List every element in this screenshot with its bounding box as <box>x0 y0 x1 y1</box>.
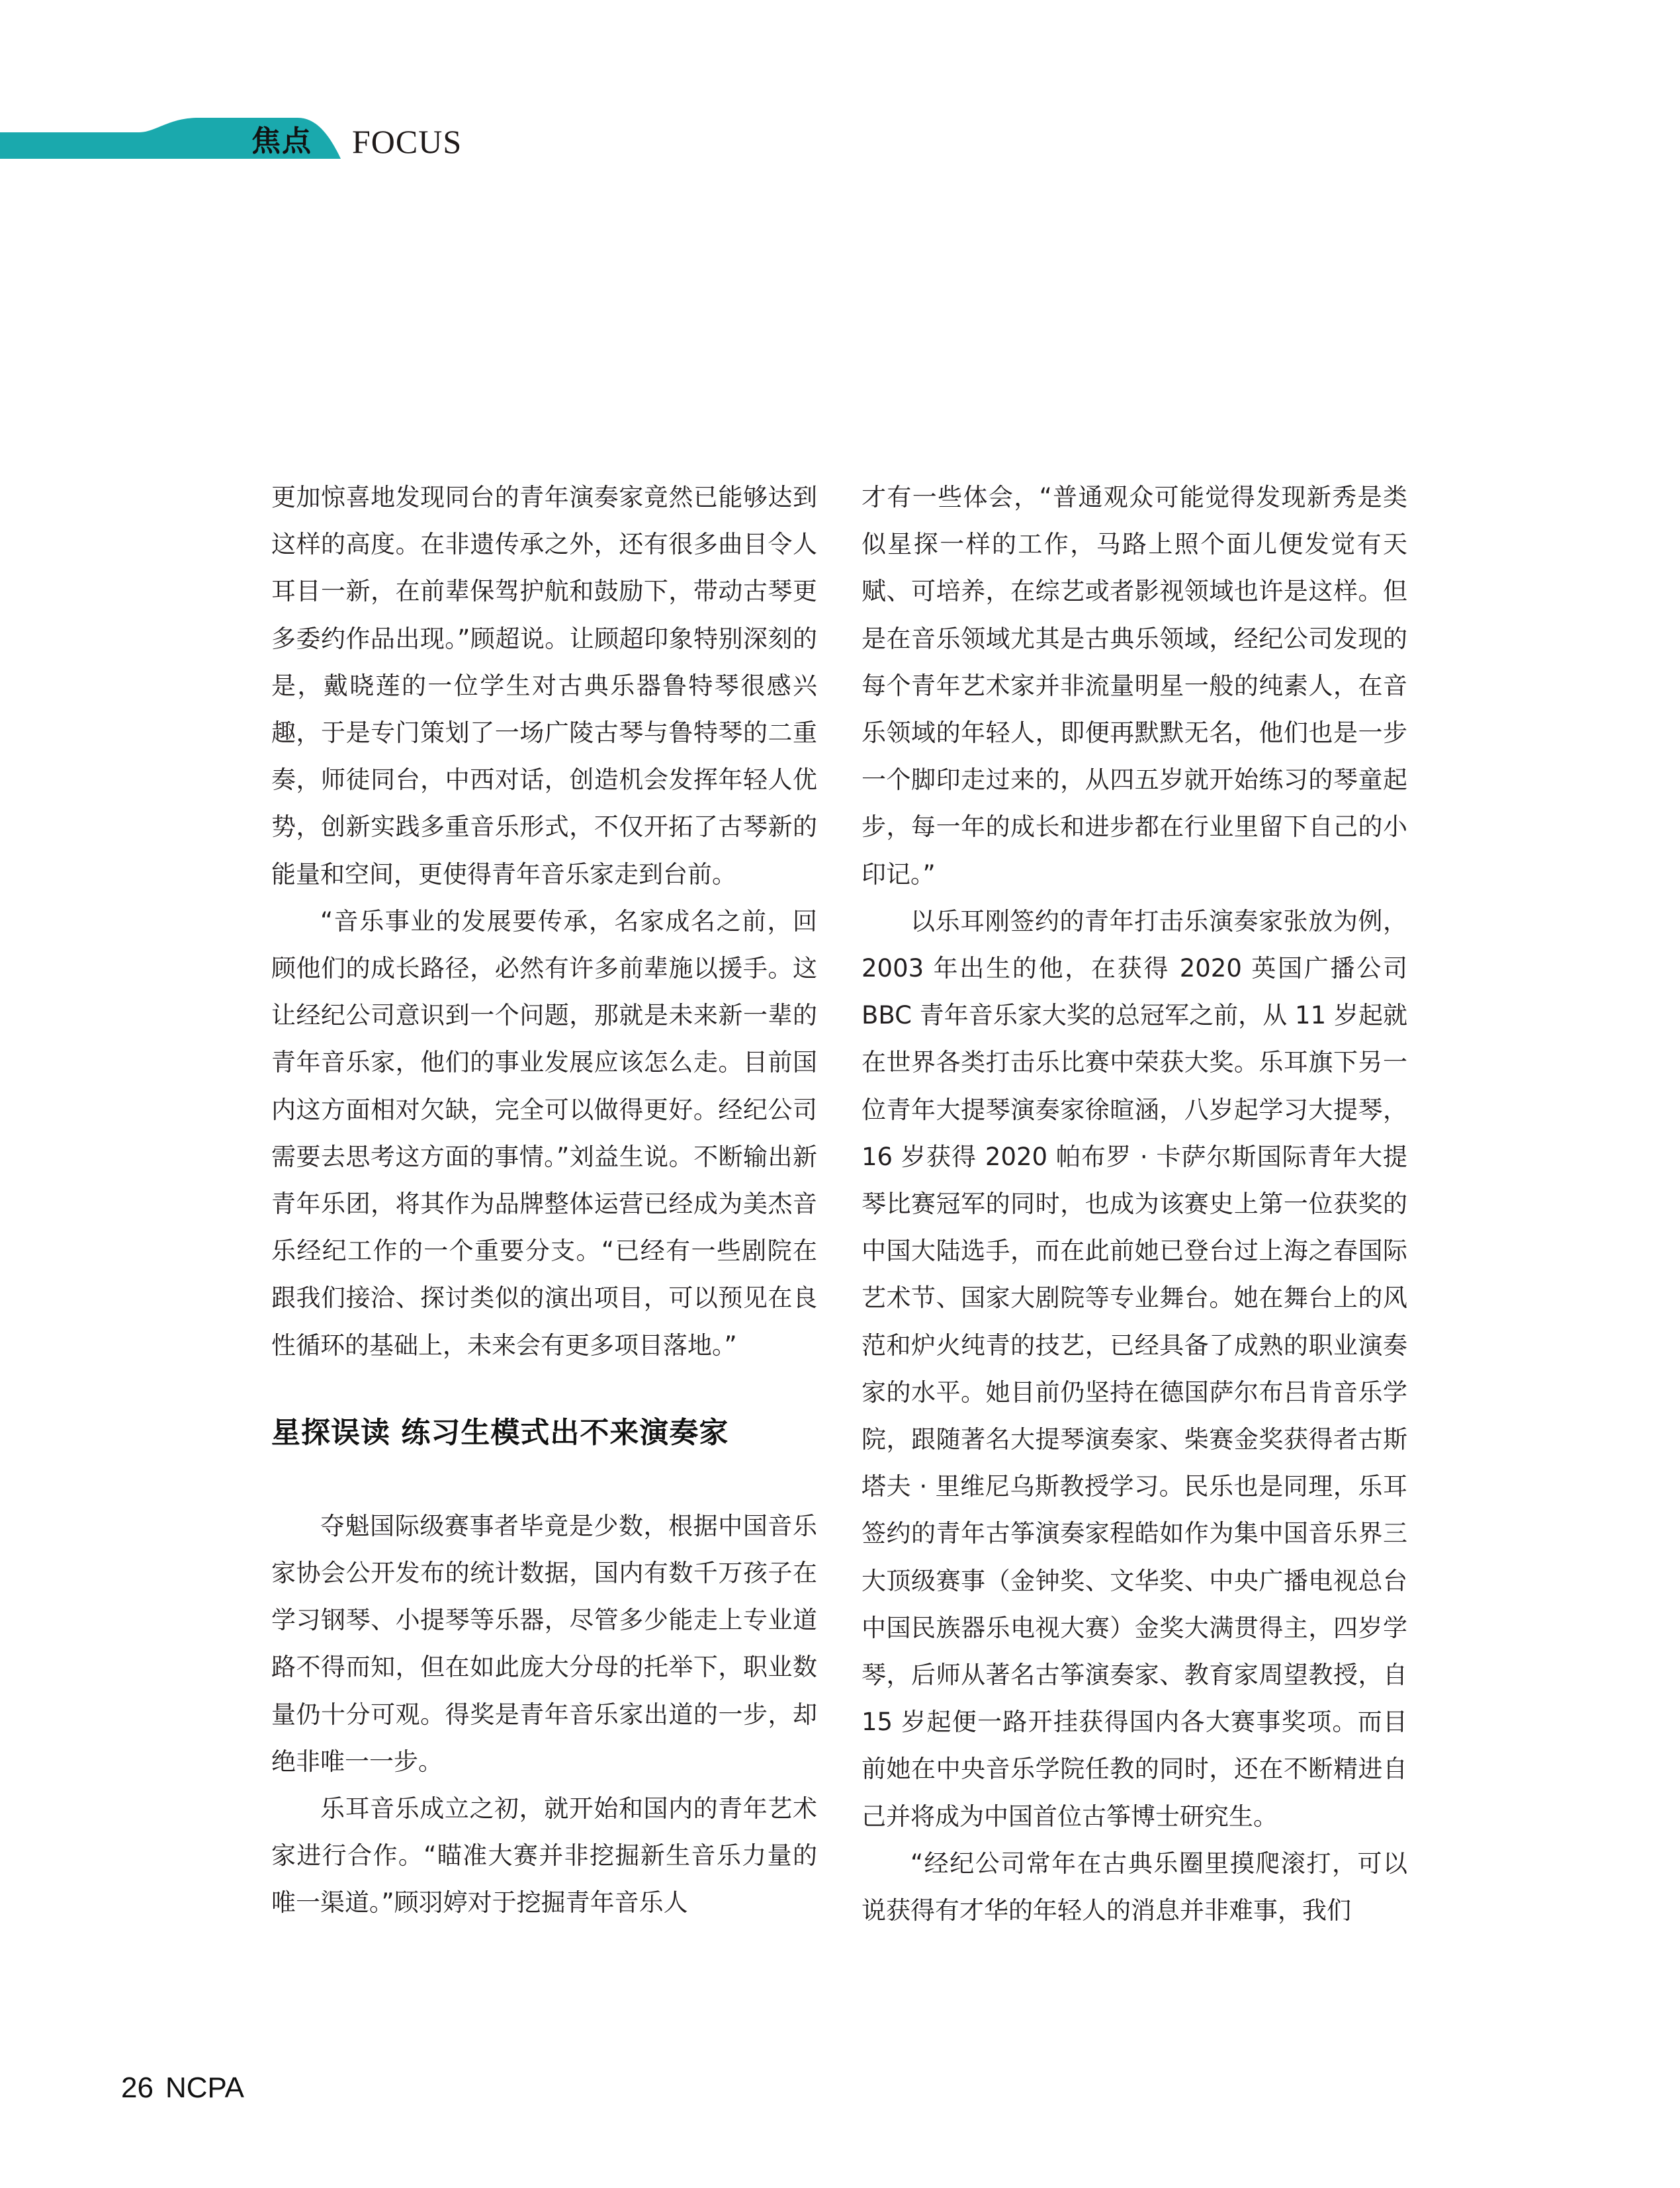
section-subheading: 星探误读 练习生模式出不来演奏家 <box>271 1415 729 1450</box>
paragraph: “经纪公司常年在古典乐圈里摸爬滚打，可以说获得有才华的年轻人的消息并非难事，我们 <box>862 1849 1407 1925</box>
page-folio <box>121 2071 244 2105</box>
paragraph: 夺魁国际级赛事者毕竟是少数，根据中国音乐家协会公开发布的统计数据，国内有数千万孩子在学习钢琴、小提琴等乐器，尽管多少能走上专业道路不得而知，但在如此庞大分母的托举下，职业数量仍十分可观。得奖是青年音乐家出道的一步，却绝非唯一一步。 <box>271 1511 817 1776</box>
paragraph: 更加惊喜地发现同台的青年演奏家竟然已能够达到这样的高度。在非遗传承之外，还有很多曲目令人耳目一新，在前辈保驾护航和鼓励下，带动古琴更多委约作品出现。”顾超说。让顾超印象特别深刻的是，戴晓莲的一位学生对古典乐器鲁特琴很感兴趣，于是专门策划了一场广陵古琴与鲁特琴的二重奏，师徒同台，中西对话，创造机会发挥年轻人优势，创新实践多重音乐形式，不仅开拓了古琴新的能量和空间，更使得青年音乐家走到台前。 <box>271 483 817 889</box>
article-column-left <box>271 474 817 1927</box>
section-title-zh: 焦点 <box>251 124 312 158</box>
page-number: 26 <box>121 2072 154 2104</box>
paragraph: 以乐耳刚签约的青年打击乐演奏家张放为例，2003 年出生的他，在获得 2020 英国广播公司 BBC 青年音乐家大奖的总冠军之前，从 11 岁起就在世界各类打击乐比赛中荣获大奖。乐耳旗下另一位青年大提琴演奏家徐暄涵，八岁起学习大提琴，16 岁获得 2020 帕布罗 · 卡萨尔斯国际青年大提琴比赛冠军的同时，也成为该赛史上第一位获奖的中国大陆选手，而在此前她已登台过上海之春国际艺术节、国家大剧院等专业舞台。她在舞台上的风范和炉火纯青的技艺，已经具备了成熟的职业演奏家的水平。她目前仍坚持在德国萨尔布吕肯音乐学院，跟随著名大提琴演奏家、柴赛金奖获得者古斯塔夫 · 里维尼乌斯教授学习。民乐也是同理，乐耳签约的青年古筝演奏家程皓如作为集中国音乐界三大顶级赛事（金钟奖、文华奖、中央广播电视总台中国民族器乐电视大赛）金奖大满贯得主，四岁学琴，后师从著名古筝演奏家、教育家周望教授，自 15 岁起便一路开挂获得国内各大赛事奖项。而目前她在中央音乐学院任教的同时，还在不断精进自己并将成为中国首位古筝博士研究生。 <box>862 906 1407 1831</box>
header-accent-bar <box>0 118 371 159</box>
magazine-name: NCPA <box>165 2072 244 2104</box>
paragraph: 乐耳音乐成立之初，就开始和国内的青年艺术家进行合作。“瞄准大赛并非挖掘新生音乐力量的唯一渠道。”顾羽婷对于挖掘青年音乐人 <box>271 1794 817 1917</box>
section-title-en: FOCUS <box>352 123 463 160</box>
paragraph: 才有一些体会，“普通观众可能觉得发现新秀是类似星探一样的工作，马路上照个面儿便发觉有天赋、可培养，在综艺或者影视领域也许是这样。但是在音乐领域尤其是古典乐领域，经纪公司发现的每个青年艺术家并非流量明星一般的纯素人，在音乐领域的年轻人，即便再默默无名，他们也是一步一个脚印走过来的，从四五岁就开始练习的琴童起步，每一年的成长和进步都在行业里留下自己的小印记。” <box>862 483 1407 889</box>
paragraph: “音乐事业的发展要传承，名家成名之前，回顾他们的成长路径，必然有许多前辈施以援手。这让经纪公司意识到一个问题，那就是未来新一辈的青年音乐家，他们的事业发展应该怎么走。目前国内这方面相对欠缺，完全可以做得更好。经纪公司需要去思考这方面的事情。”刘益生说。不断输出新青年乐团，将其作为品牌整体运营已经成为美杰音乐经纪工作的一个重要分支。“已经有一些剧院在跟我们接洽、探讨类似的演出项目，可以预见在良性循环的基础上，未来会有更多项目落地。” <box>271 906 817 1360</box>
article-column-right <box>862 474 1407 1934</box>
